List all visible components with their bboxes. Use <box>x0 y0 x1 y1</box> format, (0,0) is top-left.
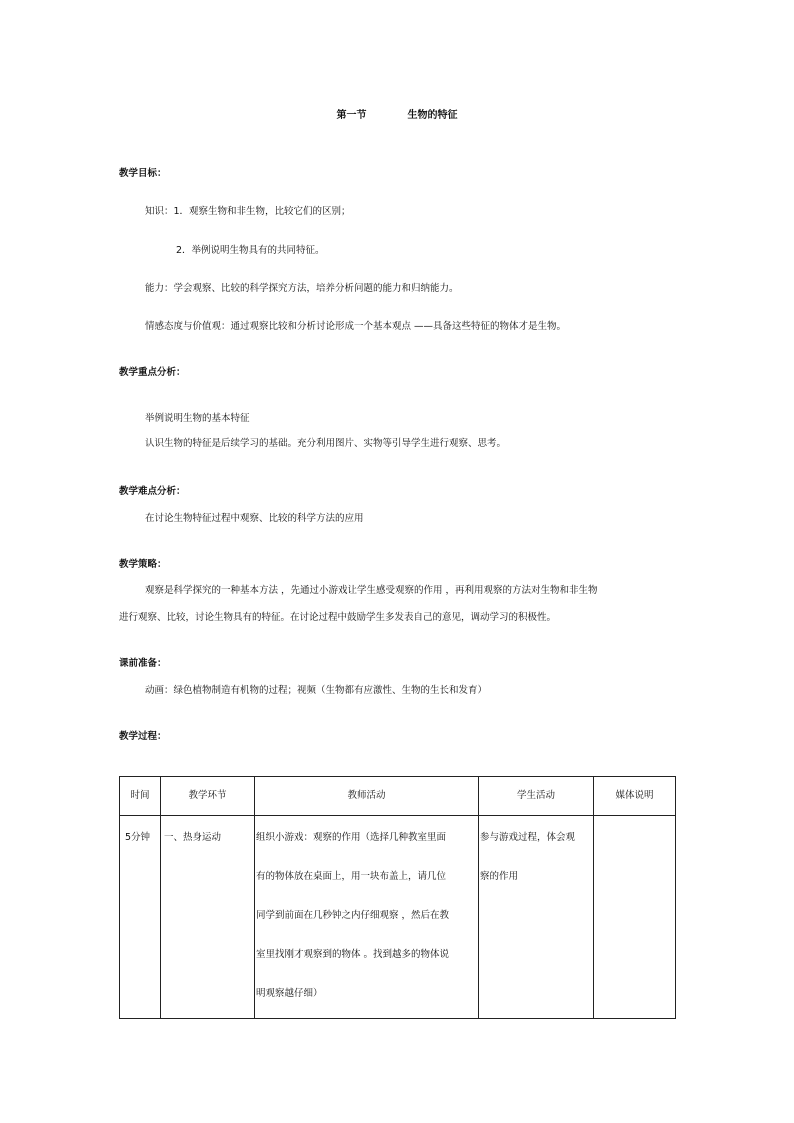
strategy-line-1: 观察是科学探究的一种基本方法 ，先通过小游戏让学生感受观察的作用 ，再利用观察的方法对生物和非生物 <box>145 585 598 596</box>
table-header-row <box>120 777 676 816</box>
cell-student <box>479 816 594 1019</box>
key-points-heading: 教学重点分析： <box>119 367 186 378</box>
goals-attitude: 情感态度与价值观：通过观察比较和分析讨论形成一个基本观点 ——具备这些特征的物体才是生物。 <box>145 321 567 332</box>
goals-knowledge-2: 2．举例说明生物具有的共同特征。 <box>176 245 325 256</box>
strategy-line-2: 进行观察、比较，讨论生物具有的特征。在讨论过程中鼓励学生多发表自己的意见，调动学习的积极性。 <box>119 612 557 623</box>
difficult-points-heading: 教学难点分析： <box>119 486 186 497</box>
col-header-teacher: 教师活动 <box>255 777 479 816</box>
teacher-line: 室里找刚才观察到的物体 。找到越多的物体说 <box>256 949 450 960</box>
goals-ability: 能力：学会观察、比较的科学探究方法，培养分析问题的能力和归纳能力。 <box>145 283 459 294</box>
section-number: 第一节 <box>336 110 367 121</box>
page-title <box>0 110 794 122</box>
student-line: 察的作用 <box>480 871 519 882</box>
key-points-line-2: 认识生物的特征是后续学习的基础。充分利用图片、实物等引导学生进行观察、思考。 <box>145 438 507 449</box>
teacher-line: 组织小游戏：观察的作用（选择几种教室里面 <box>256 832 447 843</box>
time-value: 5分钟 <box>125 832 151 843</box>
key-points-line-1: 举例说明生物的基本特征 <box>145 413 250 424</box>
teacher-line: 同学到前面在几秒钟之内仔细观察 ，然后在教 <box>256 910 450 921</box>
section-name: 生物的特征 <box>407 110 458 121</box>
teacher-line: 有的物体放在桌面上，用一块布盖上，请几位 <box>256 871 447 882</box>
table-row <box>120 816 676 1019</box>
process-table <box>119 776 676 1019</box>
col-header-time: 时间 <box>120 777 161 816</box>
col-header-media: 媒体说明 <box>594 777 676 816</box>
cell-teacher <box>255 816 479 1019</box>
goals-heading: 教学目标： <box>119 168 167 179</box>
goals-knowledge-1: 知识：1．观察生物和非生物，比较它们的区别； <box>145 206 351 217</box>
process-heading: 教学过程： <box>119 731 167 742</box>
student-line: 参与游戏过程，体会观 <box>480 832 576 843</box>
col-header-stage: 教学环节 <box>161 777 255 816</box>
preparation-line-1: 动画：绿色植物制造有机物的过程；视频（生物都有应激性、生物的生长和发育） <box>145 685 488 696</box>
teacher-line: 明观察越仔细） <box>256 988 323 999</box>
cell-media <box>594 816 676 1019</box>
stage-value: 一、热身运动 <box>164 832 222 843</box>
preparation-heading: 课前准备： <box>119 658 167 669</box>
cell-stage <box>161 816 255 1019</box>
difficult-points-line-1: 在讨论生物特征过程中观察、比较的科学方法的应用 <box>145 513 364 524</box>
col-header-student: 学生活动 <box>479 777 594 816</box>
strategy-heading: 教学策略： <box>119 559 167 570</box>
cell-time <box>120 816 161 1019</box>
